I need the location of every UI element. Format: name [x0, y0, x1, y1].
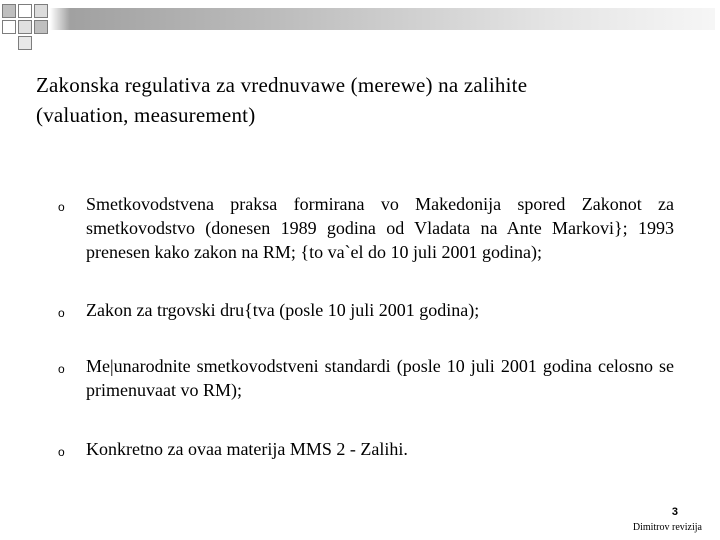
bullet-marker: o [58, 445, 65, 459]
slide-title [36, 70, 676, 130]
decor-square [18, 36, 32, 50]
bullet-item [58, 298, 674, 325]
page-number: 3 [671, 506, 678, 518]
bullet-text: Konkretno za ovaa materija MMS 2 - Zalihi. [86, 439, 408, 459]
decor-square [2, 20, 16, 34]
slide-title-line1: Zakonska regulativa za vrednuvawe (merewe) na zalihite [36, 73, 528, 97]
bullet-marker: o [58, 200, 65, 214]
footer-text: Dimitrov revizija [632, 522, 702, 533]
header-gradient-band-fade [50, 8, 70, 30]
decor-square [18, 20, 32, 34]
bullet-text: Me|unarodnite smetkovodstveni standardi (posle 10 juli 2001 godina celosno se primenuvaat vo RM); [86, 356, 674, 400]
decor-square [18, 4, 32, 18]
decor-square [34, 20, 48, 34]
bullet-text: Zakon za trgovski dru{tva (posle 10 juli 2001 godina); [86, 300, 480, 320]
slide-title-line2: (valuation, measurement) [36, 103, 256, 127]
header-gradient-band [50, 8, 715, 30]
bullet-marker: o [58, 306, 65, 320]
bullet-marker: o [58, 362, 65, 376]
bullet-item [58, 437, 674, 464]
decor-square [2, 4, 16, 18]
bullet-text: Smetkovodstvena praksa formirana vo Makedonija spored Zakonot za smetkovodstvo (donesen 1989 godina od Vladata na Ante Markovi}; 1993 prenesen kako zakon na RM; {to va`el do 10 juli 2001 godina); [86, 194, 674, 262]
bullet-item [58, 354, 674, 402]
decor-square [34, 4, 48, 18]
bullet-item [58, 192, 674, 264]
